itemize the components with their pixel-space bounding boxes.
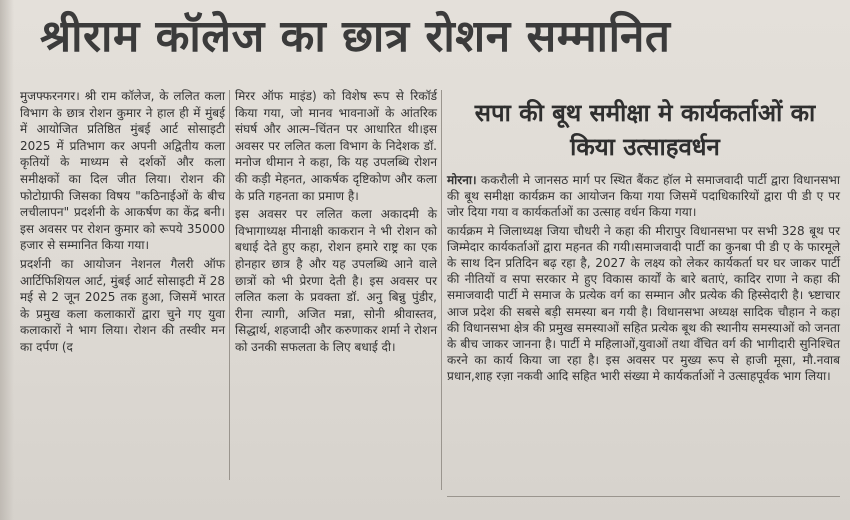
article-paragraph: मिरर ऑफ माइंड) को विशेष रूप से रिकॉर्ड किया गया, जो मानव भावनाओं के आंतरिक संघर्ष और आत्म–चिंतन पर आधारित थी।इस अवसर पर ललित कला विभाग के निदेशक डॉ. मनोज धीमान ने कहा, कि यह उपलब्धि रोशन की कड़ी मेहनत, आकर्षक दृष्टिकोण और कला के प्रति गहनता का प्रमाण है। [235,89,437,203]
article-paragraph: इस अवसर पर ललित कला अकादमी के विभागाध्यक्ष मीनाक्षी काकरान ने भी रोशन को बधाई देते हुए कहा, रोशन हमारे राष्ट्र का एक होनहार छात्र है और यह उपलब्धि आने वाले छात्रों को भी प्रेरणा देती है। इस अवसर पर ललित कला के प्रवक्ता डॉ. अनु बिन्नु पुंडीर, रीना त्यागी, अजित मन्ना, सोनी श्रीवास्तव, सिद्धार्थ, शहजादी और करुणाकर शर्मा ने रोशन को उनकी सफलता के लिए बधाई दी। [235,207,437,354]
second-story-headline: सपा की बूथ समीक्षा मे कार्यकर्ताओं का किया उत्साहवर्धन [474,99,816,161]
main-headline: श्रीराम कॉलेज का छात्र रोशन सम्मानित [40,11,671,62]
dateline: मोरना। [447,173,477,187]
column-divider [441,90,442,490]
article-paragraph [447,172,840,221]
article-paragraph: प्रदर्शनी का आयोजन नेशनल गैलरी ऑफ आर्टिफिशियल आर्ट, मुंबई आर्ट सोसाइटी में 28 मई से 2 जून 2025 तक हुआ, जिसमें भारत के प्रमुख कला कलाकारों द्वारा चुने गए युवा कलाकारों ने भाग लिया। रोशन की तस्वीर मन का दर्पण (द [20,256,225,354]
second-story-body [447,172,840,387]
story-bottom-rule [447,496,840,497]
article-column-1 [20,88,225,358]
article-text: ककरौली मे जानसठ मार्ग पर स्थित बैंकट हॉल मे समाजवादी पार्टी द्वारा विधानसभा की बूथ समीक्षा कार्यक्रम का आयोजन किया गया जिसमें पदाधिकारियों द्वारा पी डी ए पर जोर दिया गया व कार्यकर्ताओं का उत्साह वर्धन किया गया। [447,173,840,220]
article-column-2 [235,88,437,358]
page-fold-shadow [0,0,14,520]
column-divider [229,90,230,480]
article-paragraph: मुजफ्फरनगर। श्री राम कॉलेज, के ललित कला विभाग के छात्र रोशन कुमार ने हाल ही में मुंबई में आयोजित प्रतिष्ठित मुंबई आर्ट सोसाइटी 2025 में प्रतिभाग कर अपनी अद्वितीय कला कृतियों के माध्यम से दर्शकों और कला समीक्षकों का दिल जीत लिया। रोशन की फोटोग्राफी जिसका विषय "कठिनाईओं के बीच लचीलापन" प्रदर्शनी के आकर्षण का केंद्र बनी। इस अवसर पर रोशन कुमार को रूपये 35000 हजार से सम्मानित किया गया। [20,89,225,253]
article-paragraph: कार्यक्रम मे जिलाध्यक्ष जिया चौधरी ने कहा की मीरापुर विधानसभा पर सभी 328 बूथ पर जिम्मेदार कार्यकर्ताओं द्वारा महनत की गयी।समाजवादी पार्टी का कुनबा पी डी ए के फारमूले के साथ दिन प्रतिदिन बढ़ रहा है, 2027 के लक्ष्य को लेकर कार्यकर्ता घर घर जाकर पार्टी की नीतियों व सपा सरकार मे हुए विकास कार्यों के बारे बताएं, कादिर राणा ने कहा की समाजवादी पार्टी मे समाज के प्रत्येक वर्ग का सम्मान और प्रत्येक की हिस्सेदारी है। भ्र्ष्टाचार आज प्रदेश की सबसे बड़ी समस्या बन गयी है। विधानसभा अध्यक्ष सादिक चौहान ने कहा की विधानसभा क्षेत्र की प्रमुख समस्याओं सहित प्रत्येक बूथ की स्थानीय समस्याओं को जनता के बीच जाकर जानना है। पार्टी मे महिलाओं,युवाओं तथा वँचित वर्ग की भागीदारी सुनिश्चित करने का कार्य किया जा रहा है। इस अवसर पर मुख्य रूप से हाजी मूसा, मौ.नवाब प्रधान,शाह रज़ा नकवी आदि सहित भारी संख्या मे कार्यकर्ताओं ने उत्साहपूर्वक भाग लिया। [447,223,840,384]
